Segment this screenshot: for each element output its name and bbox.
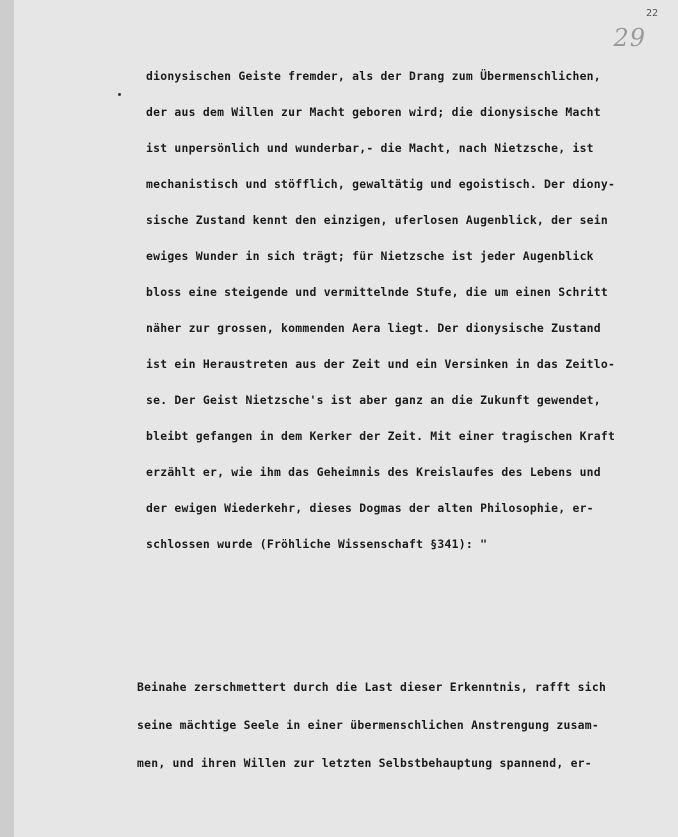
text-line: se. Der Geist Nietzsche's ist aber ganz an die Zukunft gewendet, <box>146 393 601 407</box>
text-line: mechanistisch und stöfflich, gewaltätig und egoistisch. Der diony- <box>146 177 616 191</box>
text-line: ewiges Wunder in sich trägt; für Nietzsche ist jeder Augenblick <box>146 249 594 263</box>
text-line: Beinahe zerschmettert durch die Last dieser Erkenntnis, rafft sich <box>137 680 607 694</box>
ink-dot-mark <box>118 93 121 96</box>
paragraph-1 <box>146 58 646 562</box>
text-line: näher zur grossen, kommenden Aera liegt. Der dionysische Zustand <box>146 321 601 335</box>
page-number: 22 <box>645 8 658 19</box>
handwritten-folio-number: 29 <box>613 24 646 52</box>
text-line: dionysischen Geiste fremder, als der Drang zum Übermenschlichen, <box>146 69 601 83</box>
text-line: seine mächtige Seele in einer übermenschlichen Anstrengung zusam- <box>137 718 600 732</box>
text-line: sische Zustand kennt den einzigen, uferlosen Augenblick, der sein <box>146 213 609 227</box>
text-line: ist ein Heraustreten aus der Zeit und ein Versinken in das Zeitlo- <box>146 357 616 371</box>
text-line: bloss eine steigende und vermittelnde Stufe, die um einen Schritt <box>146 285 609 299</box>
text-line: erzählt er, wie ihm das Geheimnis des Kreislaufes des Lebens und <box>146 465 601 479</box>
text-line: schlossen wurde (Fröhliche Wissenschaft §341): " <box>146 537 488 551</box>
text-line: men, und ihren Willen zur letzten Selbstbehauptung spannend, er- <box>137 756 592 770</box>
text-line: bleibt gefangen in dem Kerker der Zeit. Mit einer tragischen Kraft <box>146 429 616 443</box>
paragraph-2 <box>137 668 637 782</box>
text-line: ist unpersönlich und wunderbar,- die Macht, nach Nietzsche, ist <box>146 141 594 155</box>
text-line: der ewigen Wiederkehr, dieses Dogmas der alten Philosophie, er- <box>146 501 594 515</box>
text-line: der aus dem Willen zur Macht geboren wird; die dionysische Macht <box>146 105 601 119</box>
